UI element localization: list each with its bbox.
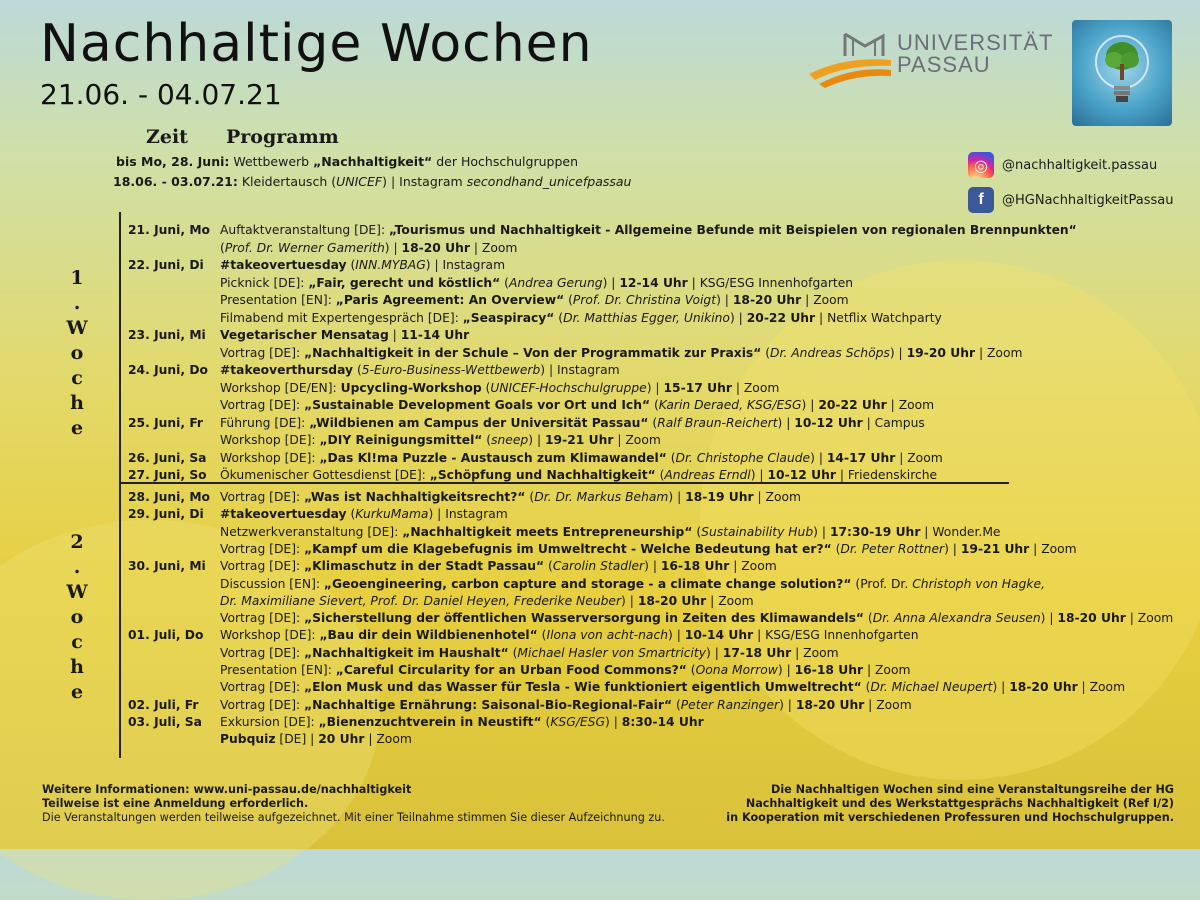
text-segment: ) | <box>646 380 664 395</box>
text-segment: „Elon Musk und das Wasser für Tesla - Wie funktioniert eigentlich Umweltrecht“ <box>304 680 862 695</box>
footer-organizer-line2: Nachhaltigkeit und des Werkstattgesprächs Nachhaltigkeit (Ref I/2) <box>745 797 1174 810</box>
schedule-event <box>220 714 704 731</box>
pre-program-date: bis Mo, 28. Juni: <box>116 154 230 169</box>
text-segment: 10-12 Uhr <box>767 468 836 482</box>
text-segment: Dr. Michael Neupert <box>870 680 993 695</box>
text-segment: ) | <box>706 645 723 660</box>
schedule-date: 26. Juni, Sa <box>128 450 207 465</box>
text-segment: | Zoom <box>864 697 912 712</box>
footer-info-prefix: Weitere Informationen: <box>42 783 194 796</box>
text-segment: UNICEF-Hochschulgruppe <box>490 380 647 395</box>
pre-program-date: 18.06. - 03.07.21: <box>113 174 238 189</box>
text-segment: Presentation [EN]: <box>220 663 336 677</box>
schedule-event <box>220 362 620 379</box>
text-segment: 17:30-19 Uhr <box>829 524 921 539</box>
schedule-event <box>220 541 1077 558</box>
text-segment: Peter Ranzinger <box>680 697 780 712</box>
schedule-event <box>220 380 779 397</box>
text-segment: | Zoom <box>1077 680 1126 695</box>
week-1-label <box>62 266 92 441</box>
text-segment: ( <box>686 663 696 677</box>
text-segment: „Nachhaltigkeit meets Entrepreneurship“ <box>402 524 693 539</box>
lightbulb-tree-image <box>1072 20 1172 126</box>
schedule-date: 24. Juni, Do <box>128 363 208 377</box>
schedule-event <box>220 610 1173 627</box>
text-segment: UNICEF <box>336 174 383 189</box>
text-segment: Vortrag [DE]: <box>220 697 305 712</box>
text-segment: 16-18 Uhr <box>660 559 730 574</box>
schedule-event <box>220 506 508 523</box>
footer-organizer-line1: Die Nachhaltigen Wochen sind eine Veranstaltungsreihe der HG <box>771 783 1174 796</box>
text-segment: „Nachhaltige Ernährung: Saisonal-Bio-Regional-Fair“ <box>304 697 673 712</box>
text-segment: 20-22 Uhr <box>818 398 887 412</box>
schedule-event <box>220 558 777 575</box>
text-segment: #takeoverthursday <box>220 363 354 377</box>
text-segment: 5-Euro-Business-Wettbewerb <box>361 363 541 377</box>
text-segment: | Zoom <box>753 490 802 504</box>
schedule-event <box>220 524 1001 541</box>
text-segment: Dr. Dr. Markus Beham <box>534 490 669 504</box>
text-segment: 19-20 Uhr <box>906 345 976 360</box>
text-segment: „Tourismus und Nachhaltigkeit - Allgemeine Befunde mit Beispielen von regionalen Brennpunkten“ <box>389 223 1077 237</box>
text-segment: Sustainability Hub <box>701 524 814 539</box>
text-segment: ) | <box>779 697 796 712</box>
text-segment: Vortrag [DE]: <box>220 680 305 695</box>
schedule-date: 25. Juni, Fr <box>128 415 203 430</box>
week-label-char: c <box>71 631 83 653</box>
schedule-event <box>220 275 853 292</box>
text-segment: 10-12 Uhr <box>794 415 863 430</box>
text-segment: INN.MYBAG <box>355 258 426 272</box>
website-link[interactable]: www.uni-passau.de/nachhaltigkeit <box>193 783 412 796</box>
text-segment: ( <box>861 680 871 695</box>
week-label-char: . <box>73 292 81 314</box>
text-segment: 18-20 Uhr <box>795 697 865 712</box>
text-segment: Oona Morrow <box>695 663 778 677</box>
week-label-char: . <box>73 556 81 578</box>
text-segment: | Zoom <box>801 293 849 307</box>
facebook-link[interactable] <box>968 186 1173 214</box>
text-segment: Karin Deraed, KSG/ESG <box>658 398 802 412</box>
text-segment: ) | <box>668 490 686 504</box>
text-segment: ( <box>481 380 491 395</box>
footer-info-line1 <box>42 783 665 797</box>
text-segment: Dr. Christophe Claude <box>675 450 811 465</box>
footer-info-line3: Die Veranstaltungen werden teilweise aufgezeichnet. Mit einer Teilnahme stimmen Sie dieser Aufzeichnung zu. <box>42 811 665 824</box>
university-name-line2: PASSAU <box>897 52 991 77</box>
text-segment: Vortrag [DE]: <box>220 398 305 412</box>
text-segment: | Zoom <box>364 732 412 747</box>
text-segment: 19-21 Uhr <box>545 433 614 447</box>
schedule-event <box>220 397 934 414</box>
instagram-icon: ◎ <box>968 152 994 178</box>
text-segment: (Prof. Dr. <box>851 576 913 591</box>
text-segment: Discussion [EN]: <box>220 576 324 591</box>
text-segment: ) | <box>668 628 685 643</box>
text-segment: ) | <box>602 275 620 290</box>
text-segment: [DE] | <box>275 732 319 747</box>
text-segment: 10-14 Uhr <box>684 628 754 643</box>
schedule-event <box>220 593 754 610</box>
text-segment: 18-19 Uhr <box>685 490 754 504</box>
text-segment: | KSG/ESG Innenhofgarten <box>687 275 854 290</box>
text-segment: „Seaspiracy“ <box>462 310 555 325</box>
text-segment: ( <box>666 450 676 465</box>
text-segment: „Bau dir dein Wildbienenhotel“ <box>319 628 538 643</box>
text-segment: | Zoom <box>791 645 839 660</box>
text-segment: ( <box>864 611 873 626</box>
text-segment: #takeovertuesday <box>220 258 347 272</box>
text-segment: 18-20 Uhr <box>637 593 707 608</box>
text-segment: KSG/ESG <box>550 714 606 729</box>
text-segment: „Nachhaltigkeit im Haushalt“ <box>304 645 509 660</box>
text-segment: 18-20 Uhr <box>1057 611 1126 626</box>
text-segment: ( <box>525 490 535 504</box>
schedule-event <box>220 697 912 714</box>
text-segment: ( <box>353 363 362 377</box>
text-segment: | Zoom <box>731 380 780 395</box>
text-segment: ) | <box>644 559 661 574</box>
facebook-handle: @HGNachhaltigkeitPassau <box>1002 192 1174 208</box>
text-segment: ( <box>500 275 509 290</box>
text-segment: Workshop [DE]: <box>220 433 320 447</box>
text-segment: 12-14 Uhr <box>619 275 688 290</box>
text-segment: Vortrag [DE]: <box>220 541 305 556</box>
text-segment: „Fair, gerecht und köstlich“ <box>308 275 501 290</box>
text-segment: Führung [DE]: <box>220 415 310 430</box>
text-segment: ( <box>692 524 702 539</box>
text-segment: 14-17 Uhr <box>826 450 896 465</box>
text-segment: 16-18 Uhr <box>794 663 864 677</box>
footer-info <box>42 783 665 825</box>
text-segment: 19-21 Uhr <box>960 541 1030 556</box>
text-segment: | Netflix Watchparty <box>815 310 942 325</box>
timeline-divider <box>119 212 121 758</box>
column-header-program: Programm <box>226 126 339 148</box>
schedule-event <box>220 679 1125 696</box>
text-segment: Dr. Matthias Egger, Unikino <box>563 310 730 325</box>
schedule-event <box>220 292 849 309</box>
text-segment: Pubquiz <box>220 732 276 747</box>
week-label-char: e <box>70 417 84 439</box>
schedule-date: 01. Juli, Do <box>128 628 204 643</box>
text-segment: „Was ist Nachhaltigkeitsrecht?“ <box>304 490 526 504</box>
text-segment: Dr. Maximiliane Sievert, Prof. Dr. Daniel Heyen, Frederike Neuber <box>220 593 622 608</box>
text-segment: ) | <box>992 680 1010 695</box>
text-segment: | Zoom <box>895 450 943 465</box>
text-segment: „Careful Circularity for an Urban Food Commons?“ <box>335 663 687 677</box>
text-segment: ) | Instagram <box>428 507 508 522</box>
text-segment: ) | <box>750 468 768 482</box>
text-segment: ) | <box>777 663 795 677</box>
text-segment: Workshop [DE]: <box>220 628 320 643</box>
text-segment: Vortrag [DE]: <box>220 611 305 626</box>
text-segment: Christoph von Hagke, <box>912 576 1045 591</box>
text-segment: ( <box>564 293 573 307</box>
instagram-handle: @nachhaltigkeit.passau <box>1002 157 1158 173</box>
footer-info-line2: Teilweise ist eine Anmeldung erforderlich. <box>42 797 309 810</box>
text-segment: secondhand_unicefpassau <box>466 174 632 189</box>
text-segment: Prof. Dr. Christina Voigt <box>572 293 717 307</box>
text-segment: Workshop [DE/EN]: <box>220 380 341 395</box>
text-segment: Andrea Gerung <box>508 275 603 290</box>
text-segment: | Zoom <box>613 433 661 447</box>
text-segment: Netzwerkveranstaltung [DE]: <box>220 524 403 539</box>
text-segment: | <box>388 328 401 342</box>
schedule-date: 27. Juni, So <box>128 468 207 482</box>
text-segment: ) | <box>801 398 819 412</box>
week-label-char: 2 <box>70 531 84 553</box>
text-segment: „Wildbienen am Campus der Universität Passau“ <box>309 415 649 430</box>
text-segment: „Bienenzuchtverein in Neustift“ <box>318 714 542 729</box>
text-segment: 20 Uhr <box>318 732 365 747</box>
week-label-char: W <box>66 317 88 339</box>
text-segment: 18-20 Uhr <box>732 293 802 307</box>
text-segment: Carolin Stadler <box>552 559 645 574</box>
text-segment: 15-17 Uhr <box>663 380 732 395</box>
text-segment: „Schöpfung und Nachhaltigkeit“ <box>429 468 656 482</box>
week-label-char: h <box>70 392 84 414</box>
text-segment: Auftaktveranstaltung [DE]: <box>220 223 390 237</box>
schedule-event <box>220 415 925 432</box>
lightbulb-icon <box>1072 20 1172 126</box>
pre-program-item <box>113 174 631 189</box>
schedule-date: 03. Juli, Sa <box>128 714 202 729</box>
text-segment: Ralf Braun-Reichert <box>657 415 778 430</box>
week-label-char: o <box>70 606 84 628</box>
text-segment: „Paris Agreement: An Overview“ <box>335 293 565 307</box>
text-segment: Dr. Peter Rottner <box>840 541 945 556</box>
text-segment: | Zoom <box>1029 541 1077 556</box>
schedule-date: 23. Juni, Mi <box>128 328 206 342</box>
schedule-event <box>220 467 937 484</box>
page-title: Nachhaltige Wochen <box>40 14 593 74</box>
column-header-time: Zeit <box>146 126 188 148</box>
schedule-date: 28. Juni, Mo <box>128 490 211 504</box>
text-segment: Ökumenischer Gottesdienst [DE]: <box>220 468 430 482</box>
text-segment: 18-20 Uhr <box>401 240 470 255</box>
schedule-event <box>220 489 801 506</box>
text-segment: Exkursion [DE]: <box>220 714 319 729</box>
schedule-date: 02. Juli, Fr <box>128 697 199 712</box>
schedule-date: 30. Juni, Mi <box>128 559 206 574</box>
text-segment: ( <box>655 468 665 482</box>
footer-organizer <box>726 783 1174 825</box>
text-segment: | Zoom <box>706 593 754 608</box>
text-segment: „Klimaschutz in der Stadt Passau“ <box>304 559 545 574</box>
text-segment: Vortrag [DE]: <box>220 345 305 360</box>
schedule-date: 21. Juni, Mo <box>128 223 211 237</box>
text-segment: ( <box>554 310 564 325</box>
text-segment: Dr. Andreas Schöps <box>770 345 890 360</box>
text-segment: der Hochschulgruppen <box>432 154 578 169</box>
text-segment: Vortrag [DE]: <box>220 645 305 660</box>
schedule-event <box>220 662 910 679</box>
text-segment: ) | <box>810 450 827 465</box>
text-segment: „DIY Reinigungsmittel“ <box>319 433 483 447</box>
text-segment: ) | <box>528 433 545 447</box>
text-segment: ) | <box>605 714 622 729</box>
instagram-link[interactable] <box>968 151 1157 179</box>
university-name-line1: UNIVERSITÄT <box>897 30 1054 55</box>
week-label-char: h <box>70 656 84 678</box>
event-dates: 21.06. - 04.07.21 <box>40 78 282 111</box>
text-segment: | Zoom <box>729 559 777 574</box>
text-segment: Vegetarischer Mensatag <box>220 328 389 342</box>
text-segment: | KSG/ESG Innenhofgarten <box>753 628 919 643</box>
university-name <box>897 32 1053 76</box>
text-segment: ( <box>544 559 553 574</box>
text-segment: Ilona von acht-nach <box>546 628 668 643</box>
text-segment: | Friedenskirche <box>835 468 938 482</box>
schedule-event <box>220 645 839 662</box>
text-segment: Andreas Erndl <box>664 468 751 482</box>
footer-organizer-line3: in Kooperation mit verschiedenen Professuren und Hochschulgruppen. <box>726 811 1174 824</box>
text-segment: Presentation [EN]: <box>220 293 336 307</box>
text-segment: „Nachhaltigkeit“ <box>313 154 433 169</box>
text-segment: ) | <box>813 524 830 539</box>
text-segment: Vortrag [DE]: <box>220 559 305 574</box>
text-segment: ( <box>508 645 518 660</box>
text-segment: Filmabend mit Expertengespräch [DE]: <box>220 310 463 325</box>
text-segment: Workshop [DE]: <box>220 450 320 465</box>
schedule-date: 29. Juni, Di <box>128 507 204 522</box>
text-segment: 11-14 Uhr <box>400 328 470 342</box>
text-segment: Wettbewerb <box>229 154 314 169</box>
week-label-char: e <box>70 681 84 703</box>
schedule-event <box>220 576 1045 593</box>
text-segment: „Sicherstellung der öffentlichen Wasserversorgung in Zeiten des Klimawandels“ <box>304 611 865 626</box>
facebook-icon: f <box>968 187 994 213</box>
text-segment: ( <box>672 697 681 712</box>
schedule-date: 22. Juni, Di <box>128 258 204 272</box>
text-segment: ) | <box>621 593 638 608</box>
text-segment: | Wonder.Me <box>920 524 1001 539</box>
schedule-event <box>220 345 1022 362</box>
text-segment: sneep <box>491 433 529 447</box>
text-segment: ) | Instagram <box>540 363 620 377</box>
week-label-char: W <box>66 581 88 603</box>
text-segment: ) | <box>716 293 733 307</box>
week-2-label <box>62 530 92 705</box>
text-segment: „Kampf um die Klagebefugnis im Umweltrecht - Welche Bedeutung hat er?“ <box>304 541 832 556</box>
text-segment: 17-18 Uhr <box>722 645 792 660</box>
pre-program-item <box>116 154 578 169</box>
text-segment: Dr. Anna Alexandra Seusen <box>872 611 1041 626</box>
schedule-event <box>220 327 469 344</box>
text-segment: ( <box>346 258 356 272</box>
text-segment: ( <box>648 415 658 430</box>
text-segment: ( <box>220 240 225 255</box>
text-segment: Kleidertausch ( <box>237 174 337 189</box>
schedule-event <box>220 432 661 449</box>
text-segment: Michael Hasler von Smartricity <box>517 645 707 660</box>
text-segment: | Zoom <box>886 398 935 412</box>
text-segment: | Zoom <box>863 663 911 677</box>
text-segment: 8:30-14 Uhr <box>621 714 704 729</box>
text-segment: Vortrag [DE]: <box>220 490 305 504</box>
text-segment: Picknick [DE]: <box>220 275 309 290</box>
text-segment: „Nachhaltigkeit in der Schule – Von der Programmatik zur Praxis“ <box>304 345 762 360</box>
text-segment: ( <box>346 507 356 522</box>
text-segment: ( <box>537 628 547 643</box>
text-segment: Upcycling-Workshop <box>340 380 482 395</box>
text-segment: ( <box>541 714 551 729</box>
week-label-char: 1 <box>70 267 84 289</box>
text-segment: ( <box>831 541 841 556</box>
text-segment: „Geoengineering, carbon capture and storage - a climate change solution?“ <box>323 576 852 591</box>
text-segment: | Campus <box>862 415 925 430</box>
text-segment: #takeovertuesday <box>220 507 347 522</box>
schedule-event <box>220 310 942 327</box>
text-segment: ) | <box>777 415 795 430</box>
text-segment: 20-22 Uhr <box>746 310 816 325</box>
text-segment: | Zoom <box>1125 611 1174 626</box>
text-segment: | Zoom <box>469 240 518 255</box>
schedule-event <box>220 240 517 257</box>
text-segment: ) | <box>384 240 402 255</box>
text-segment: ) | <box>1040 611 1058 626</box>
text-segment: „Das Kl!ma Puzzle - Austausch zum Klimawandel“ <box>319 450 667 465</box>
text-segment: ( <box>761 345 771 360</box>
week-label-char: c <box>71 367 83 389</box>
text-segment: 18-20 Uhr <box>1009 680 1078 695</box>
text-segment: ) | Instagram <box>425 258 506 272</box>
text-segment: | Zoom <box>975 345 1023 360</box>
text-segment: ( <box>482 433 492 447</box>
text-segment: ) | <box>944 541 961 556</box>
text-segment: ) | Instagram <box>382 174 467 189</box>
schedule-event <box>220 450 943 467</box>
week-label-char: o <box>70 342 84 364</box>
text-segment: ) | <box>729 310 747 325</box>
text-segment: ) | <box>889 345 907 360</box>
schedule-event <box>220 257 505 274</box>
text-segment: „Sustainable Development Goals vor Ort und Ich“ <box>304 398 651 412</box>
text-segment: KurkuMama <box>355 507 429 522</box>
text-segment: ( <box>650 398 659 412</box>
schedule-event <box>220 627 919 644</box>
schedule-event <box>220 731 412 748</box>
text-segment: Prof. Dr. Werner Gamerith <box>224 240 385 255</box>
schedule-event <box>220 222 1077 239</box>
